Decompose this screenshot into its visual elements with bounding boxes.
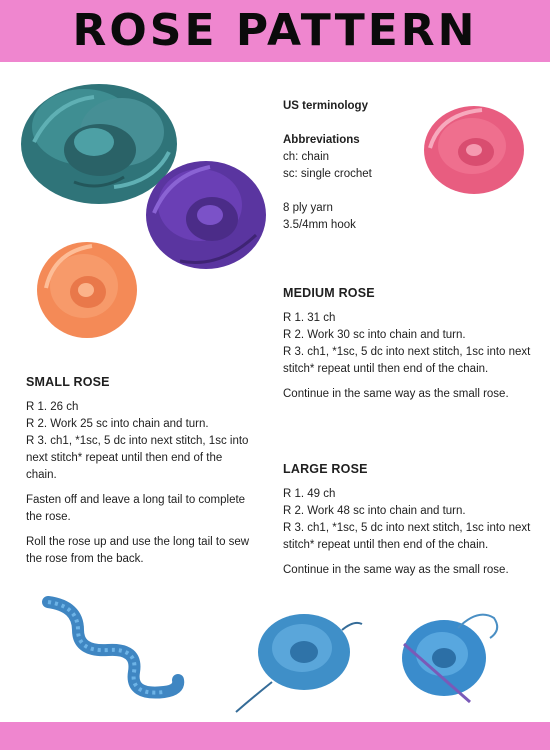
- abbreviation-item: ch: chain: [283, 151, 330, 163]
- large-rose-row-1: R 1. 49 ch: [283, 488, 336, 500]
- page-title: ROSE PATTERN: [72, 5, 478, 56]
- sewing-rose-with-needle-photo: [398, 598, 510, 708]
- small-rose-row-2: R 2. Work 25 sc into chain and turn.: [26, 418, 209, 430]
- hook-note: 3.5/4mm hook: [283, 219, 356, 231]
- medium-rose-section: [283, 285, 533, 403]
- large-rose-row-3: R 3. ch1, *1sc, 5 dc into next stitch, 1sc into next stitch* repeat until then end of the chain.: [283, 522, 531, 551]
- medium-rose-row-2: R 2. Work 30 sc into chain and turn.: [283, 329, 466, 341]
- large-rose-row-2: R 2. Work 48 sc into chain and turn.: [283, 505, 466, 517]
- medium-rose-row-1: R 1. 31 ch: [283, 312, 336, 324]
- abbreviations-title: Abbreviations: [283, 134, 360, 146]
- small-rose-roll: Roll the rose up and use the long tail to sew the rose from the back.: [26, 536, 250, 565]
- large-rose-heading: LARGE ROSE: [283, 462, 368, 476]
- purple-rose-photo: [140, 155, 270, 273]
- medium-rose-row-3: R 3. ch1, *1sc, 5 dc into next stitch, 1sc into next stitch* repeat until then end of the chain.: [283, 346, 531, 375]
- large-rose-section: [283, 461, 539, 579]
- small-rose-fasten: Fasten off and leave a long tail to complete the rose.: [26, 494, 246, 523]
- pink-rose-photo: [422, 104, 526, 196]
- rolled-rose-with-tail-photo: [232, 594, 366, 716]
- small-rose-row-1: R 1. 26 ch: [26, 401, 79, 413]
- yarn-note: 8 ply yarn: [283, 202, 333, 214]
- medium-rose-heading: MEDIUM ROSE: [283, 286, 375, 300]
- orange-rose-photo: [34, 238, 140, 342]
- intro-section: [283, 98, 433, 234]
- large-rose-note: Continue in the same way as the small rose.: [283, 564, 509, 576]
- terminology-note: US terminology: [283, 100, 368, 112]
- small-rose-heading: SMALL ROSE: [26, 375, 110, 389]
- title-banner: [0, 0, 550, 62]
- medium-rose-note: Continue in the same way as the small rose.: [283, 388, 509, 400]
- small-rose-section: [26, 374, 252, 568]
- footer-band: [0, 722, 550, 750]
- abbreviation-item: sc: single crochet: [283, 168, 372, 180]
- ruffled-strip-photo: [38, 596, 188, 708]
- small-rose-row-3: R 3. ch1, *1sc, 5 dc into next stitch, 1sc into next stitch* repeat until then end of the chain.: [26, 435, 249, 481]
